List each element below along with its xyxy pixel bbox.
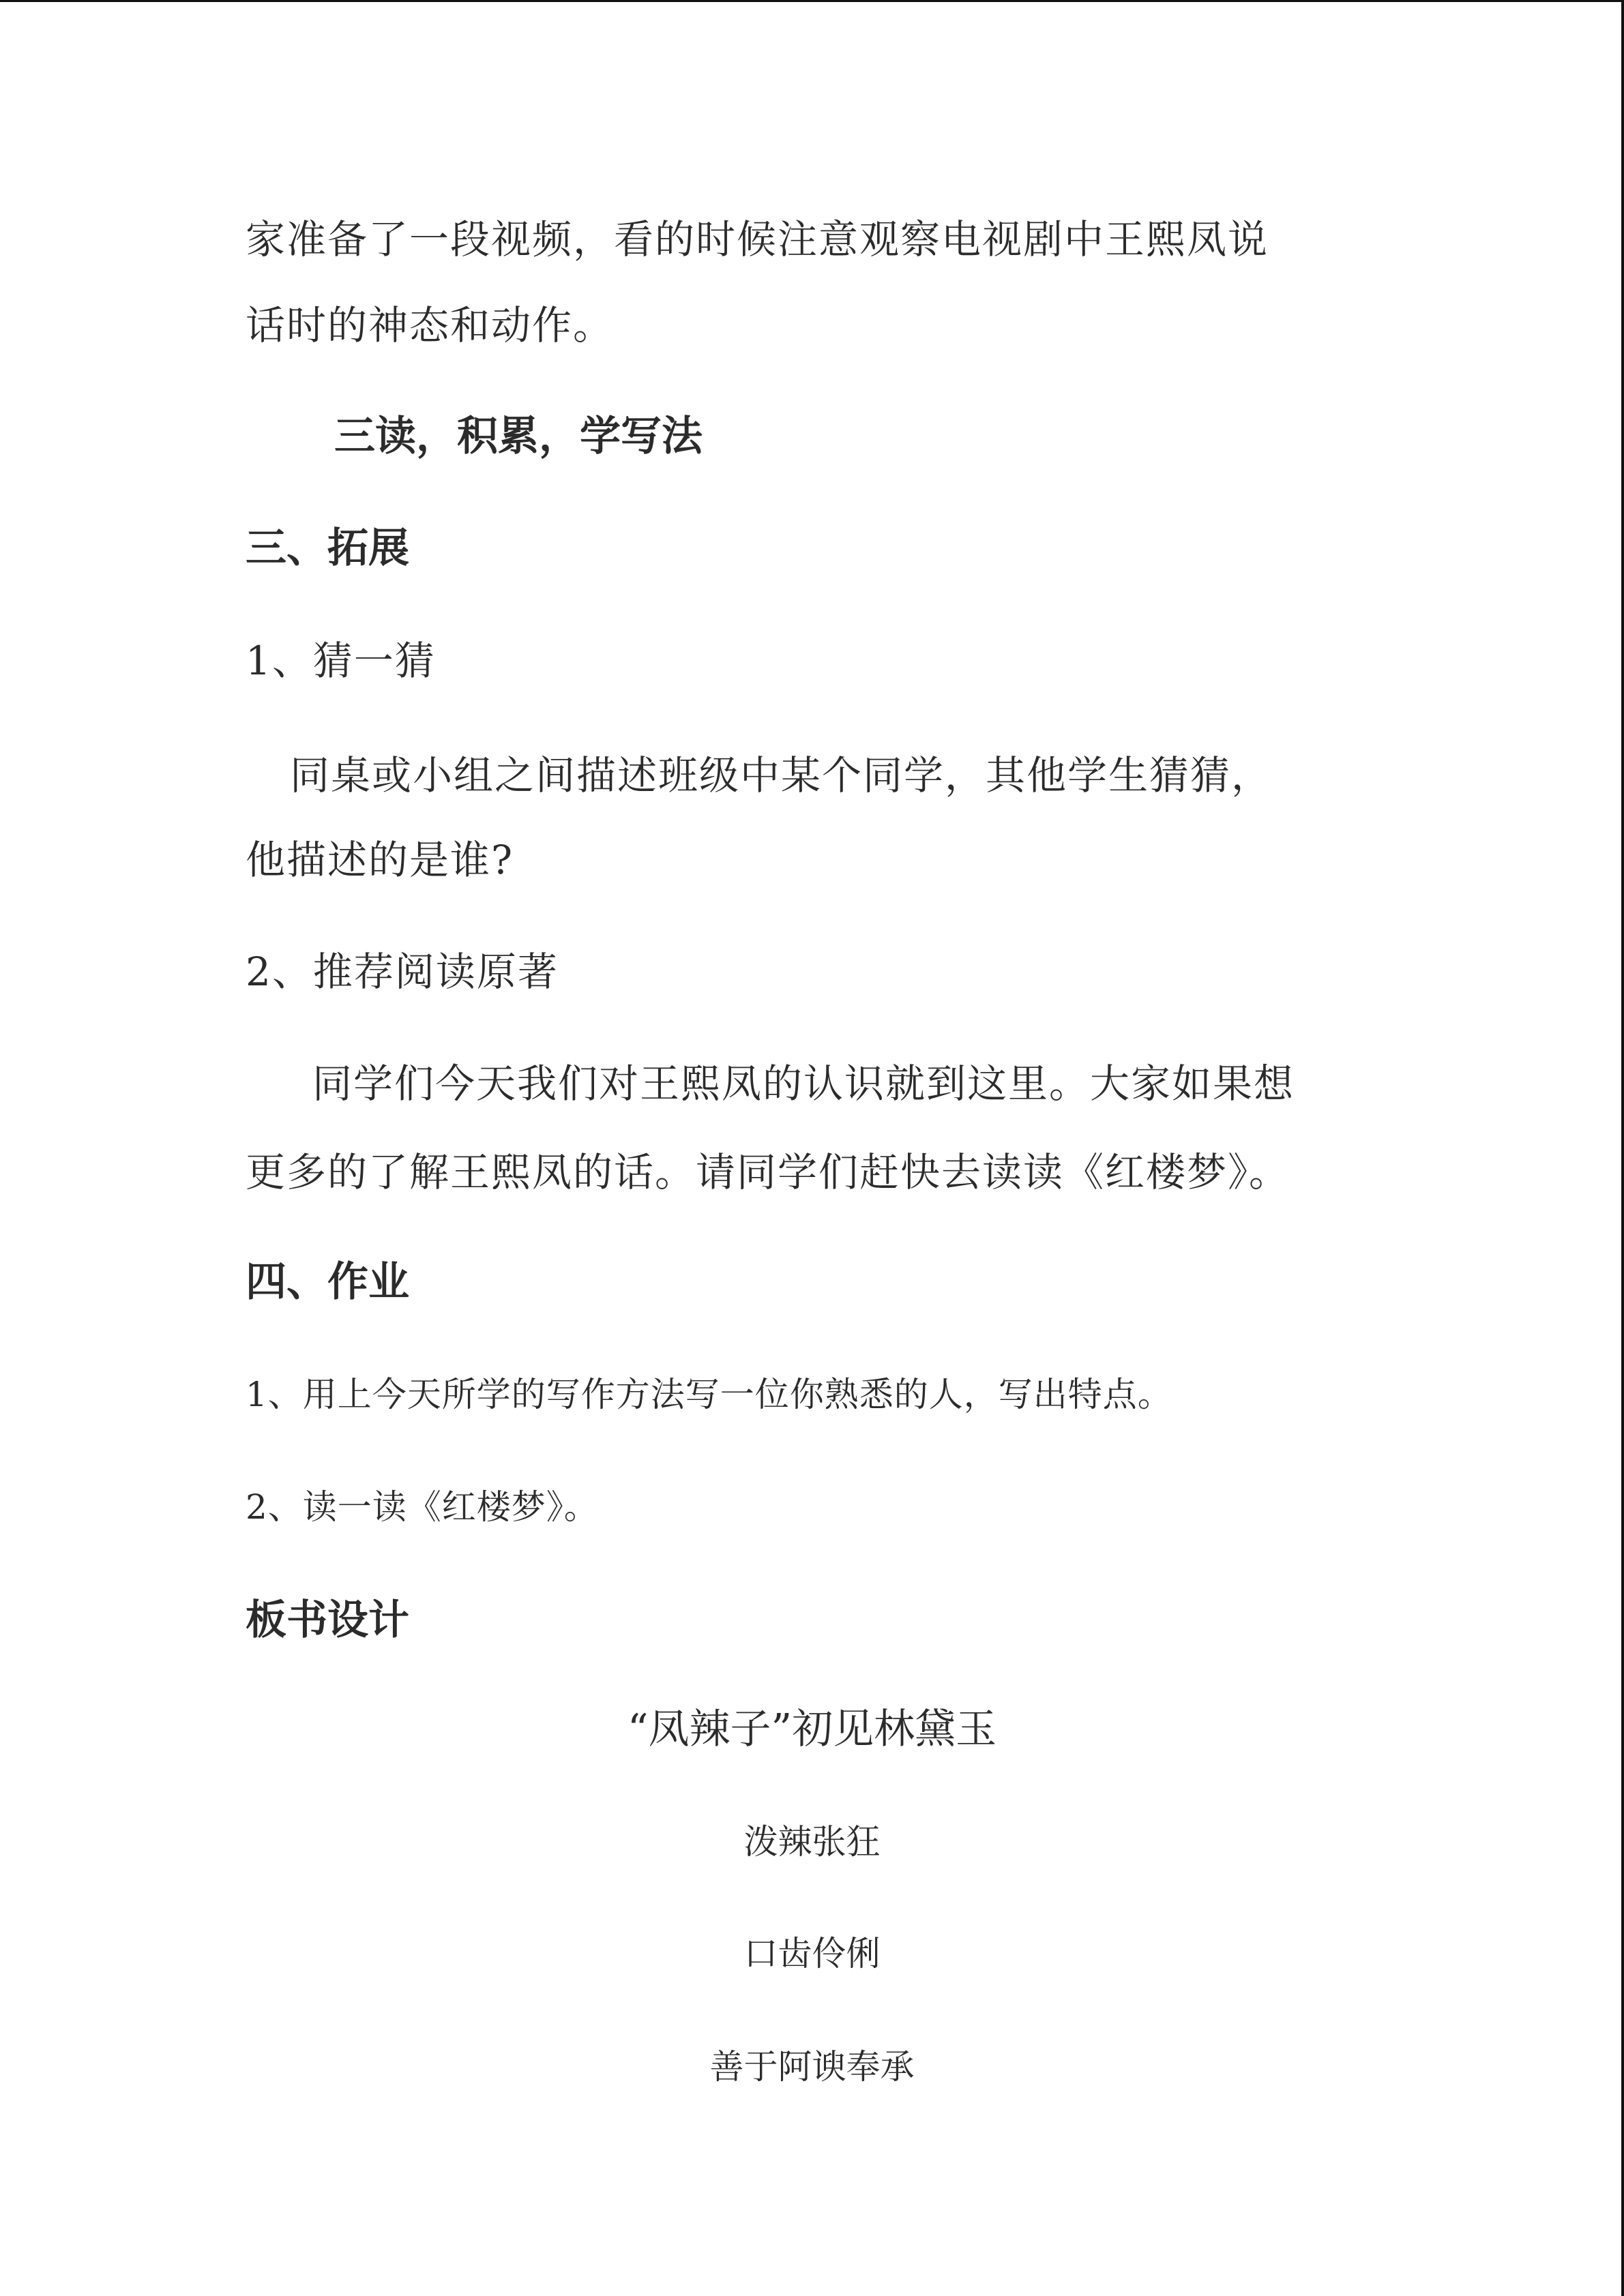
paragraph-line: 话时的神态和动作。 bbox=[246, 302, 615, 348]
extension-item-2-title: 2、推荐阅读原著 bbox=[246, 949, 559, 995]
paragraph-line: 家准备了一段视频，看的时候注意观察电视剧中王熙凤说 bbox=[246, 216, 1269, 263]
board-main-title: “凤辣子”初见林黛玉 bbox=[627, 1705, 997, 1753]
extension-item-2-text: 同学们今天我们对王熙凤的认识就到这里。大家如果想 bbox=[312, 1060, 1295, 1107]
page-top-border bbox=[0, 0, 1624, 2]
section-title-extension: 三、拓展 bbox=[246, 524, 409, 572]
subheading-three-reads: 三读，积累，学写法 bbox=[334, 413, 703, 460]
board-trait: 泼辣张狂 bbox=[743, 1822, 881, 1862]
extension-item-2-text-cont: 更多的了解王熙凤的话。请同学们赶快去读读《红楼梦》。 bbox=[246, 1149, 1290, 1195]
board-trait: 善于阿谀奉承 bbox=[709, 2047, 915, 2087]
board-design-title: 板书设计 bbox=[246, 1596, 409, 1644]
board-trait: 口齿伶俐 bbox=[743, 1934, 881, 1973]
extension-item-1-text-cont: 他描述的是谁? bbox=[246, 837, 514, 883]
extension-item-1-text: 同桌或小组之间描述班级中某个同学，其他学生猜猜， bbox=[290, 752, 1273, 799]
section-title-homework: 四、作业 bbox=[246, 1258, 409, 1306]
homework-item-1: 1、用上今天所学的写作方法写一位你熟悉的人，写出特点。 bbox=[246, 1375, 1172, 1414]
extension-item-1-title: 1、猜一猜 bbox=[246, 638, 436, 684]
homework-item-2: 2、读一读《红楼梦》。 bbox=[246, 1487, 599, 1527]
